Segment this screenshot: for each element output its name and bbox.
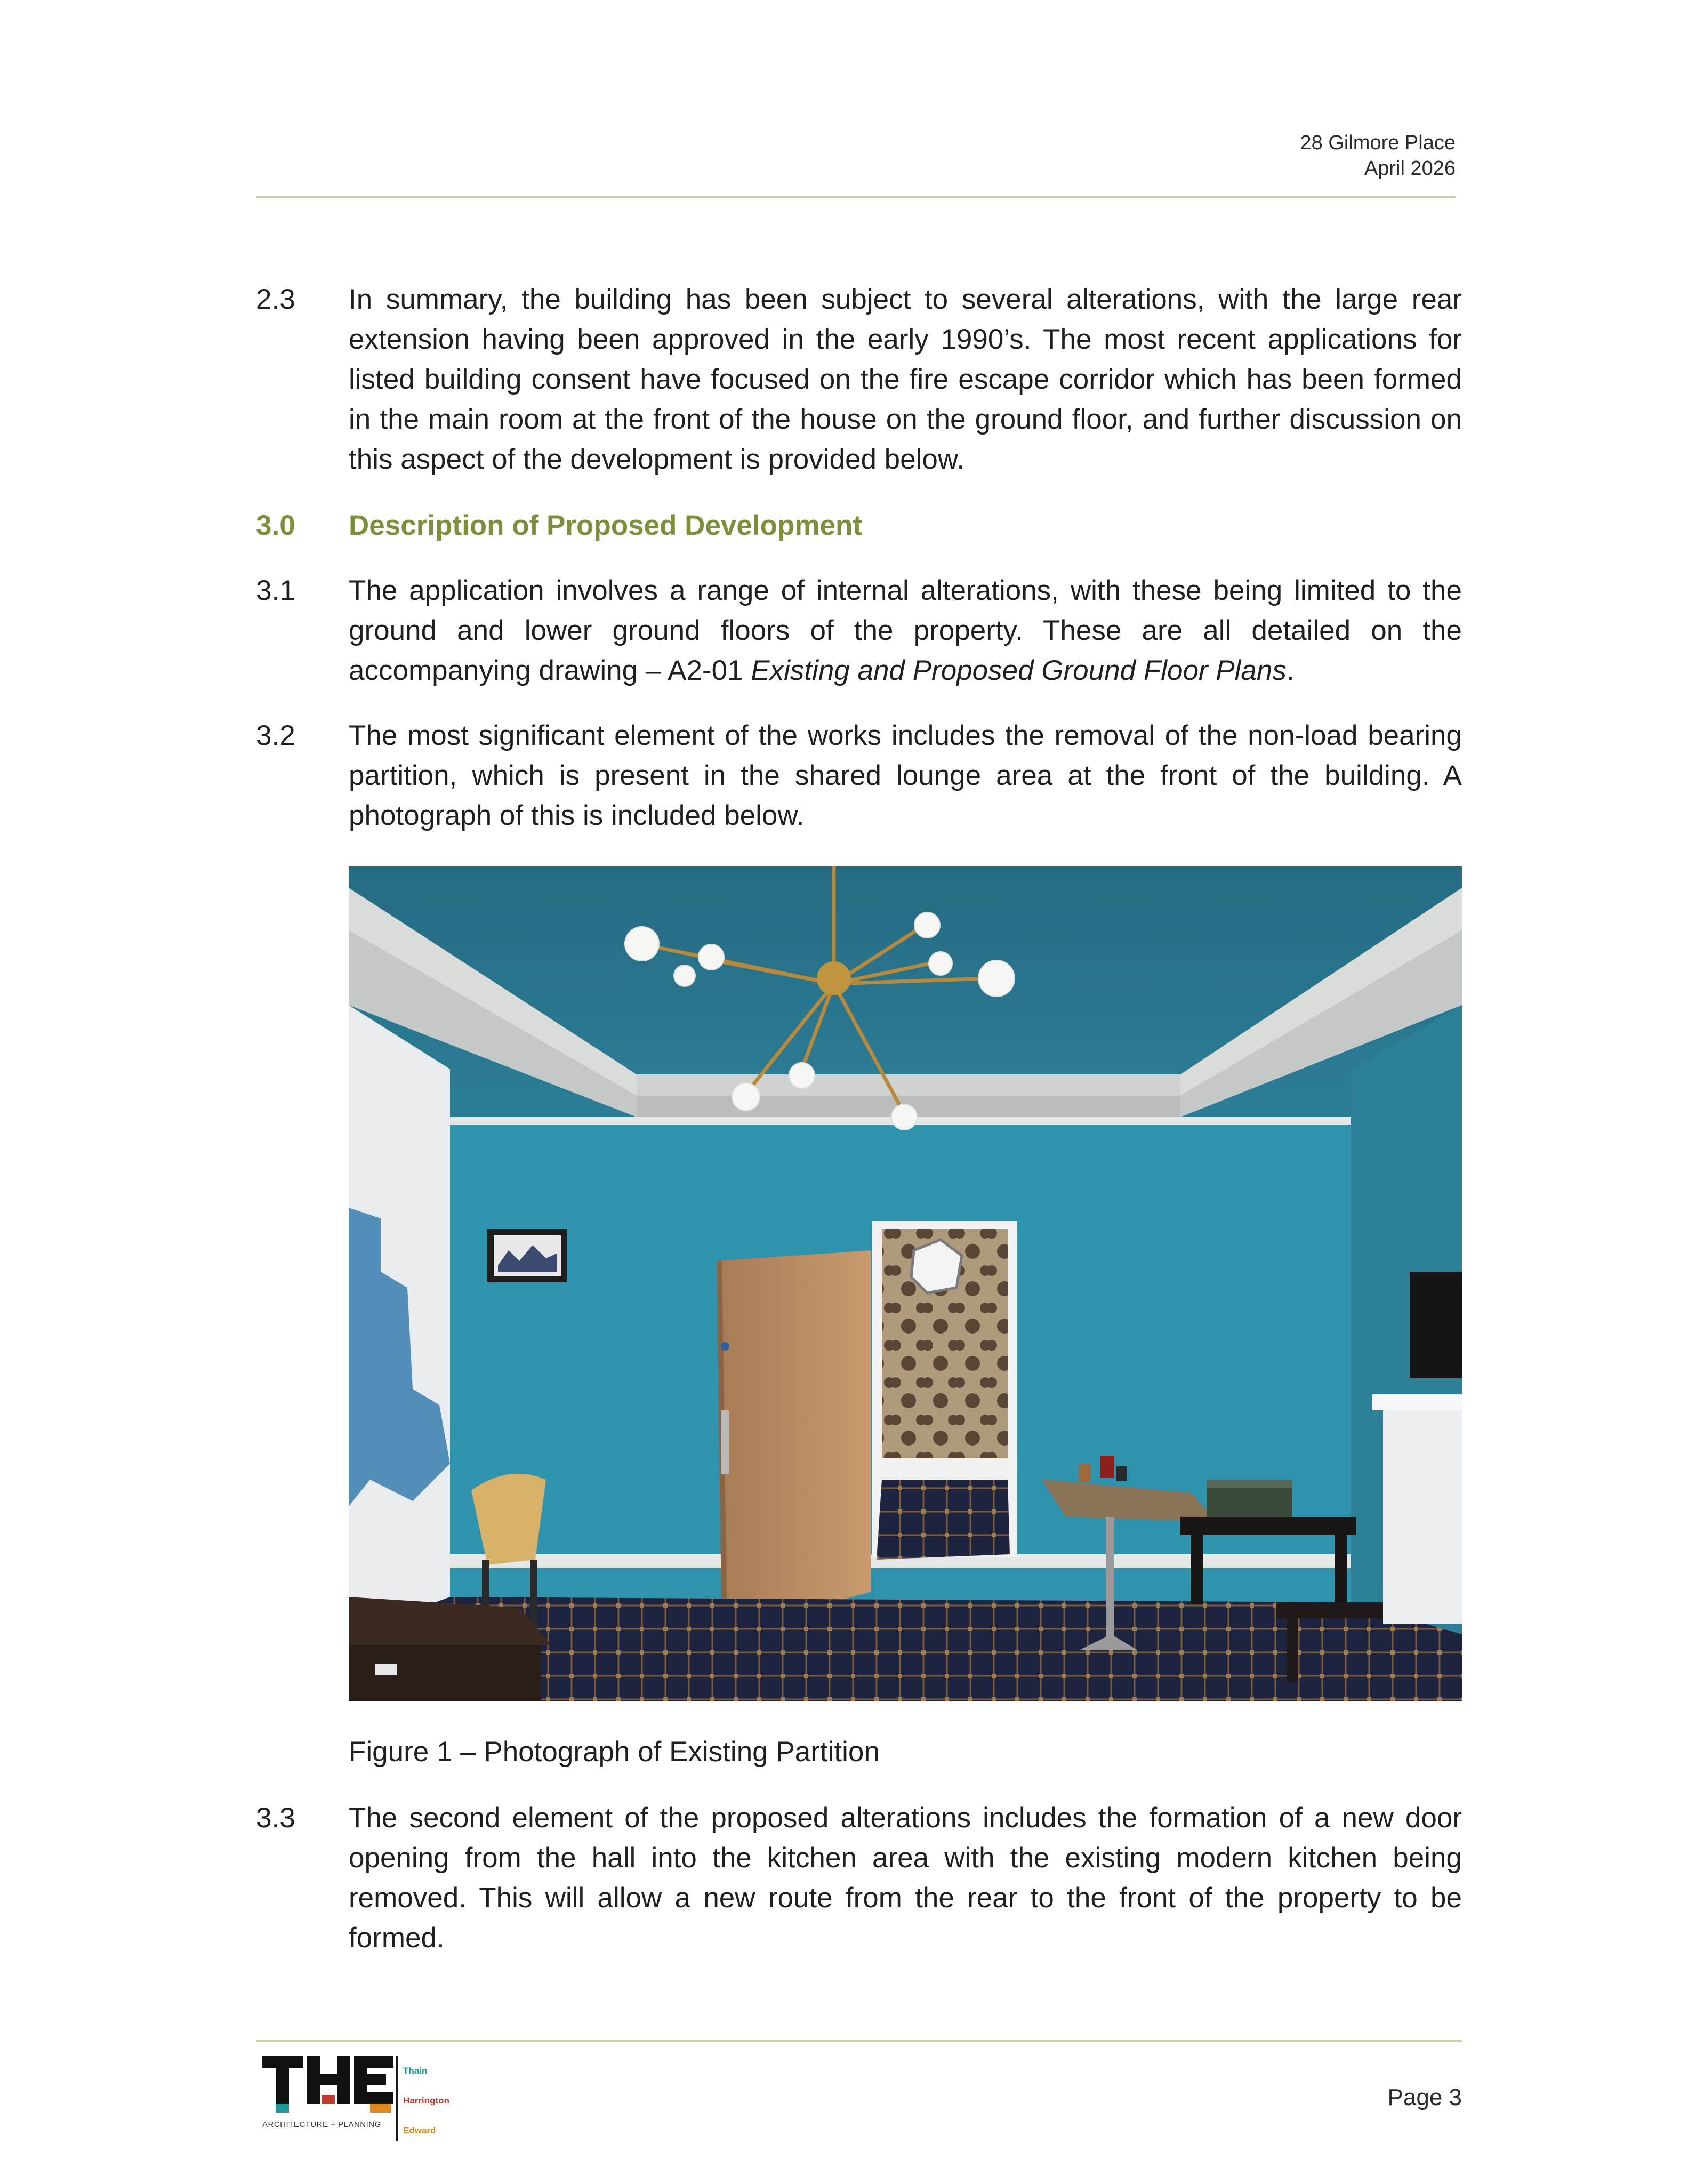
paragraph-3-3 (256, 1798, 1462, 1958)
logo-name-thain: Thain (403, 2066, 428, 2076)
paragraph-2-3 (256, 279, 1462, 479)
header-info (1300, 130, 1456, 181)
paragraph-text: In summary, the building has been subject to several alterations, with the large rear extension having been approved in the early 1990’s. The most recent applications for listed building consent have focused on the fire escape corridor which has been formed in the main room at the front of the house on the ground floor, and further discussion on this aspect of the development is provided below. (349, 284, 1462, 475)
logo-names (403, 2056, 449, 2146)
logo-name-edward: Edward (403, 2125, 436, 2135)
header-address: 28 Gilmore Place (1300, 132, 1456, 154)
paragraph-text-main: The application involves a range of internal alterations, with these being limited to the ground and lower ground floors of the property. These are all detailed on the accompanying drawing – A2-01 (349, 575, 1462, 686)
paragraph-number: 3.2 (256, 720, 295, 751)
paragraph-number: 2.3 (256, 284, 295, 315)
page-number: Page 3 (1387, 2084, 1462, 2110)
header-date: April 2026 (1364, 157, 1456, 180)
figure-caption: Figure 1 – Photograph of Existing Partition (349, 1736, 880, 1768)
page-header (256, 130, 1456, 198)
figure-photograph (349, 866, 1462, 1701)
section-heading (256, 505, 1462, 545)
section-number: 3.0 (256, 510, 295, 541)
company-logo (259, 2054, 483, 2145)
logo-divider (396, 2056, 398, 2141)
paragraph-number: 3.3 (256, 1802, 295, 1834)
logo-letters (262, 2054, 406, 2114)
paragraph-text: The second element of the proposed alterations includes the formation of a new door opening from the hall into the kitchen area with the existing modern kitchen being removed. This will allow a new route from the rear to the front of the property to be formed. (349, 1802, 1462, 1954)
section-title: Description of Proposed Development (349, 510, 862, 541)
paragraph-text: The most significant element of the works includes the removal of the non-load bearing partition, which is present in the shared lounge area at the front of the building. A photograph of this is included below. (349, 720, 1462, 831)
paragraph-number: 3.1 (256, 575, 295, 606)
paragraph-text (349, 571, 1462, 690)
footer-rule (256, 2040, 1462, 2042)
logo-name-harrington: Harrington (403, 2095, 449, 2106)
paragraph-text-end: . (1286, 655, 1295, 686)
paragraph-3-2 (256, 716, 1462, 836)
paragraph-3-1 (256, 571, 1462, 690)
drawing-title: Existing and Proposed Ground Floor Plans (751, 655, 1287, 686)
logo-caption: ARCHITECTURE + PLANNING (262, 2120, 381, 2129)
